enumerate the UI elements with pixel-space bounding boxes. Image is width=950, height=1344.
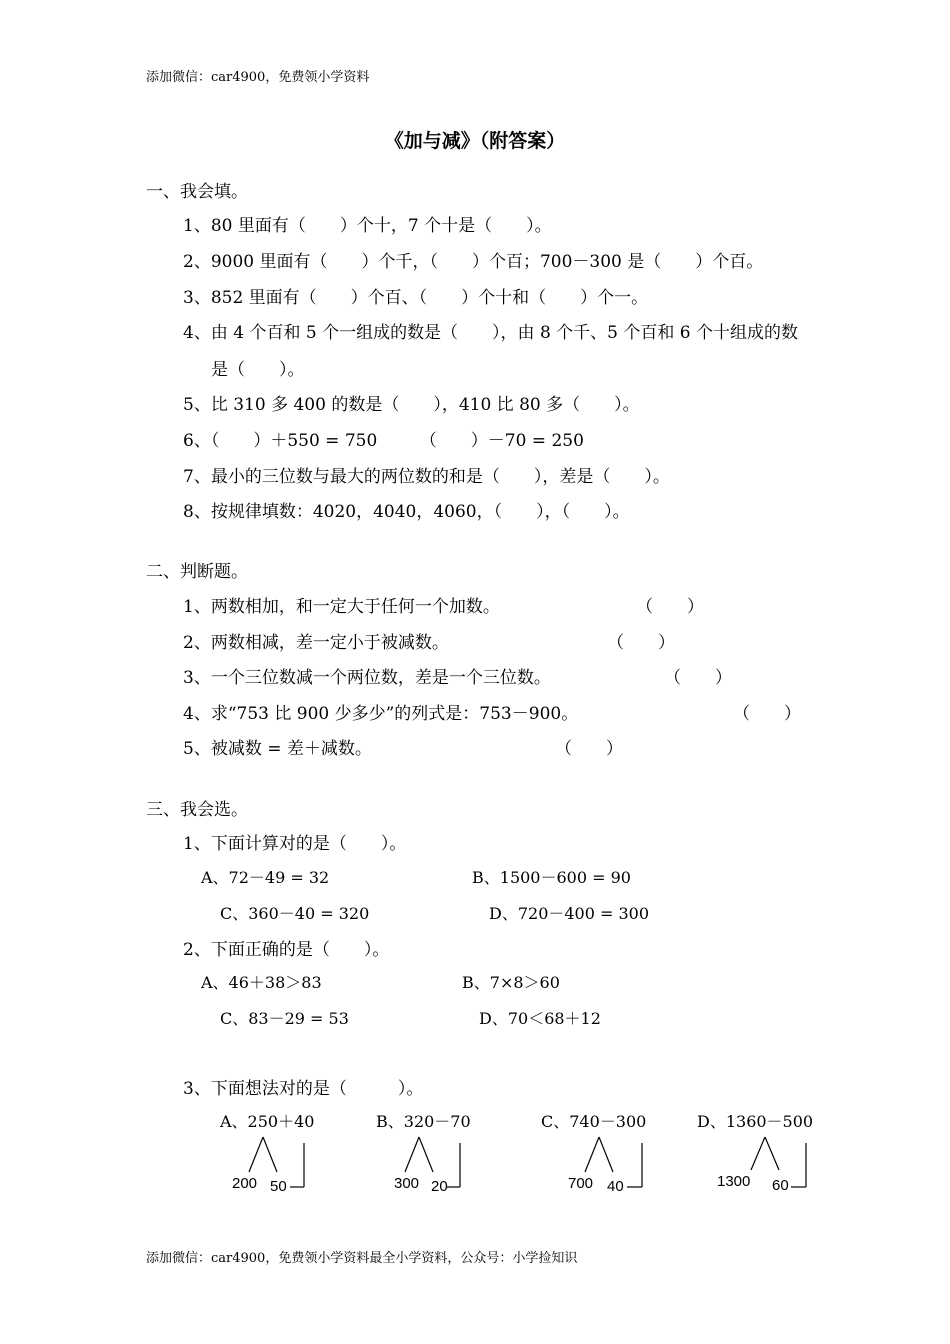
choice2-option-d: D、70＜68＋12: [479, 1009, 601, 1028]
choice1-option-d: D、720－400 = 300: [489, 904, 650, 923]
option-c-part-1: 700: [568, 1175, 594, 1192]
option-d-label: D、1360－500: [697, 1112, 814, 1131]
fill-question-6: 6、（ ）＋550 = 750 （ ）－70 = 250: [183, 431, 584, 451]
fill-question-5: 5、比 310 多 400 的数是（ ），410 比 80 多（ ）。: [183, 395, 640, 415]
fill-question-4: 4、由 4 个百和 5 个一组成的数是（ ），由 8 个千、5 个百和 6 个十组成的数: [183, 323, 799, 343]
option-b-part-2: 20: [431, 1178, 448, 1195]
page-title: 《加与减》（附答案）: [384, 130, 566, 152]
option-a-diagram: [220, 1109, 340, 1199]
choice-question-2: 2、下面正确的是（ ）。: [183, 940, 390, 960]
option-d-part-1: 1300: [717, 1173, 751, 1190]
choice1-option-a: A、72－49 = 32: [201, 868, 330, 887]
option-c-part-2: 40: [607, 1178, 624, 1195]
fill-question-2: 2、9000 里面有（ ）个千，（ ）个百；700－300 是（ ）个百。: [183, 252, 764, 272]
option-b-part-1: 300: [394, 1175, 420, 1192]
choice1-option-c: C、360－40 = 320: [220, 904, 370, 923]
judge-question-4: 4、求“753 比 900 少多少”的列式是：753－900。: [183, 704, 579, 724]
judge-answer-paren-1: （ ）: [636, 597, 704, 617]
option-d-part-2: 60: [772, 1177, 789, 1194]
option-c-diagram: [541, 1109, 661, 1199]
fill-question-7: 7、最小的三位数与最大的两位数的和是（ ），差是（ ）。: [183, 467, 670, 487]
judge-question-1: 1、两数相加，和一定大于任何一个加数。: [183, 597, 500, 617]
choice2-option-a: A、46＋38＞83: [201, 973, 322, 992]
judge-question-2: 2、两数相减，差一定小于被减数。: [183, 633, 449, 653]
judge-answer-paren-5: （ ）: [555, 739, 623, 759]
fill-question-1: 1、80 里面有（ ）个十，7 个十是（ ）。: [183, 216, 552, 236]
section3-heading: 三、我会选。: [146, 800, 248, 820]
option-c-label: C、740－300: [541, 1112, 647, 1131]
section2-heading: 二、判断题。: [146, 562, 248, 582]
option-d-split-lines: [697, 1109, 817, 1199]
judge-answer-paren-2: （ ）: [607, 633, 675, 653]
option-b-diagram: [376, 1109, 496, 1199]
option-d-diagram: [697, 1109, 817, 1199]
page-footer: 添加微信：car4900，免费领小学资料最全小学资料，公众号：小学捡知识: [146, 1251, 578, 1266]
option-a-part-2: 50: [270, 1178, 287, 1195]
fill-question-3: 3、852 里面有（ ）个百、（ ）个十和（ ）个一。: [183, 288, 649, 308]
choice2-option-b: B、7×8＞60: [462, 973, 560, 992]
page-header: 添加微信：car4900，免费领小学资料: [146, 70, 370, 85]
choice-question-1: 1、下面计算对的是（ ）。: [183, 834, 407, 854]
section1-heading: 一、我会填。: [146, 182, 248, 202]
choice2-option-c: C、83－29 = 53: [220, 1009, 349, 1028]
judge-answer-paren-4: （ ）: [733, 704, 801, 724]
option-a-part-1: 200: [232, 1175, 258, 1192]
choice1-option-b: B、1500－600 = 90: [472, 868, 631, 887]
option-a-label: A、250＋40: [220, 1112, 315, 1131]
judge-question-3: 3、一个三位数减一个两位数，差是一个三位数。: [183, 668, 551, 688]
choice-question-3: 3、下面想法对的是（ ）。: [183, 1079, 424, 1099]
judge-question-5: 5、被减数 = 差＋减数。: [183, 739, 372, 759]
fill-question-8: 8、按规律填数：4020，4040，4060，（ ），（ ）。: [183, 502, 630, 522]
option-c-split-lines: [541, 1109, 661, 1199]
fill-question-4-cont: 是（ ）。: [211, 360, 305, 380]
option-b-label: B、320－70: [376, 1112, 471, 1131]
judge-answer-paren-3: （ ）: [664, 668, 732, 688]
